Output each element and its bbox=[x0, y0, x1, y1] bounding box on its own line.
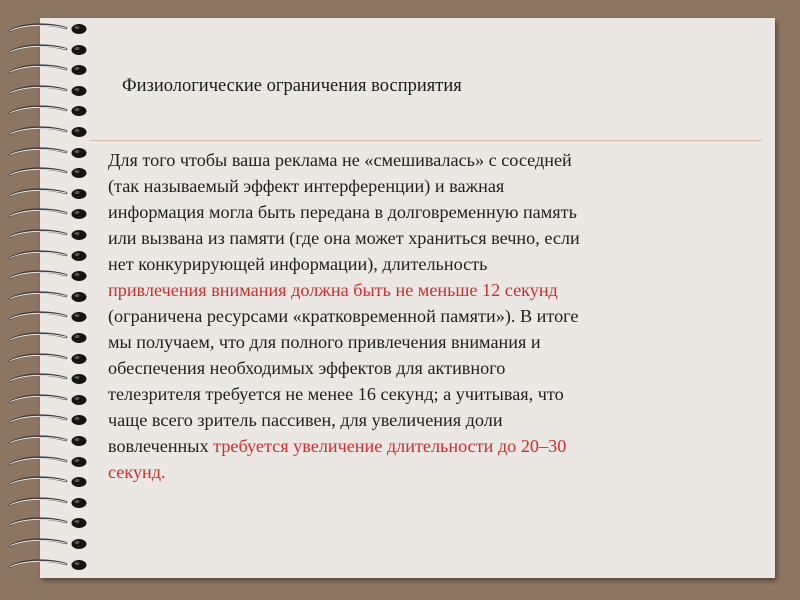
body-line: (так называемый эффект интерференции) и важная bbox=[108, 176, 505, 196]
highlight-line: привлечения внимания должна быть не меньше 12 секунд bbox=[108, 280, 558, 300]
spiral-ring-icon bbox=[8, 166, 90, 180]
body-line: обеспечения необходимых эффектов для активного bbox=[108, 358, 506, 378]
spiral-ring-icon bbox=[8, 43, 90, 57]
spiral-ring-icon bbox=[8, 413, 90, 427]
body-fragment: вовлеченных bbox=[108, 436, 214, 456]
spiral-ring-icon bbox=[8, 455, 90, 469]
spiral-ring-icon bbox=[8, 352, 90, 366]
spiral-ring-icon bbox=[8, 187, 90, 201]
spiral-binding-icon bbox=[8, 22, 90, 582]
spiral-ring-icon bbox=[8, 434, 90, 448]
highlight-line: секунд. bbox=[108, 462, 166, 482]
spiral-ring-icon bbox=[8, 249, 90, 263]
body-line-mixed bbox=[108, 433, 758, 459]
body-line: информация могла быть передана в долговременную память bbox=[108, 202, 577, 222]
spiral-ring-icon bbox=[8, 475, 90, 489]
spiral-ring-icon bbox=[8, 146, 90, 160]
spiral-ring-icon bbox=[8, 516, 90, 530]
spiral-ring-icon bbox=[8, 537, 90, 551]
spiral-ring-icon bbox=[8, 558, 90, 572]
body-line: чаще всего зритель пассивен, для увеличения доли bbox=[108, 410, 503, 430]
spiral-ring-icon bbox=[8, 63, 90, 77]
spiral-ring-icon bbox=[8, 290, 90, 304]
slide-title: Физиологические ограничения восприятия bbox=[122, 76, 462, 96]
spiral-ring-icon bbox=[8, 393, 90, 407]
spiral-ring-icon bbox=[8, 207, 90, 221]
body-line: Для того чтобы ваша реклама не «смешивалась» с соседней bbox=[108, 150, 572, 170]
body-line: нет конкурирующей информации), длительность bbox=[108, 254, 488, 274]
spiral-ring-icon bbox=[8, 22, 90, 36]
spiral-ring-icon bbox=[8, 310, 90, 324]
spiral-ring-icon bbox=[8, 331, 90, 345]
body-line: мы получаем, что для полного привлечения внимания и bbox=[108, 332, 541, 352]
spiral-ring-icon bbox=[8, 372, 90, 386]
slide-body-text bbox=[108, 147, 758, 485]
spiral-ring-icon bbox=[8, 104, 90, 118]
title-divider bbox=[90, 140, 762, 141]
spiral-ring-icon bbox=[8, 125, 90, 139]
spiral-ring-icon bbox=[8, 228, 90, 242]
body-line: телезрителя требуется не менее 16 секунд; а учитывая, что bbox=[108, 384, 564, 404]
spiral-ring-icon bbox=[8, 496, 90, 510]
body-line: или вызвана из памяти (где она может храниться вечно, если bbox=[108, 228, 580, 248]
spiral-ring-icon bbox=[8, 269, 90, 283]
highlight-fragment: требуется увеличение длительности до 20–30 bbox=[213, 436, 567, 456]
spiral-ring-icon bbox=[8, 84, 90, 98]
body-line: (ограничена ресурсами «кратковременной памяти»). В итоге bbox=[108, 306, 579, 326]
